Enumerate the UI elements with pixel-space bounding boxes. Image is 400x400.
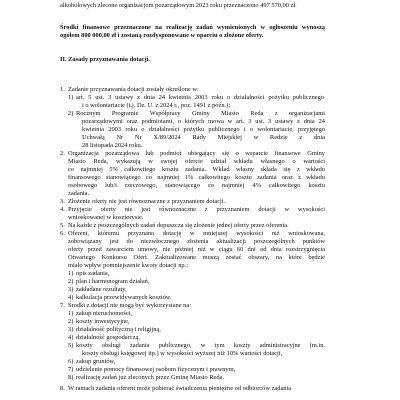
list-number: 3. <box>60 198 65 205</box>
document-line: zakup gruntów, <box>76 358 116 365</box>
list-number: 7) <box>68 366 74 373</box>
list-number: 1) <box>68 270 74 277</box>
document-line: Uchwałą Nr Nr X/89/2024 Rady Miejskiej w Redzie z dnia <box>82 134 325 141</box>
list-number: 2) <box>68 318 74 325</box>
document-line: Na każde z poszczególnych zadań dopuszcza się złożenie jednej oferty przez oferenta. <box>68 222 289 229</box>
document-line: realizację zadań już zleconych przez Gminę Miasto Reda. <box>76 374 224 381</box>
document-line: działalność gospodarczą, <box>76 334 140 341</box>
list-number: 8) <box>68 374 74 381</box>
document-line: co najmniej 5% całkowitego kosztu zadania. Wkład własny składa się z wkładu <box>68 166 325 173</box>
list-number: 7. <box>60 302 65 309</box>
document-line: koszty inwestycyjne, <box>76 318 130 325</box>
list-number: 5) <box>68 342 74 349</box>
list-number: 3) <box>68 326 74 333</box>
list-number: 1. <box>60 86 65 93</box>
list-number: 4) <box>68 334 74 341</box>
list-number: 8. <box>60 385 65 392</box>
document-line: udzielenie pomocy finansowej osobom fizycznym i prawnym, <box>76 366 236 373</box>
document-line: oferty przed zawarciem umowy, nie później niż w ciągu 60 dni od dnia rozstrzygnięcia <box>68 246 325 253</box>
list-number: 2. <box>60 150 65 157</box>
document-line: W ramach zadania oferent może pobierać świadczenia pieniężne od odbiorców zadania <box>68 385 292 392</box>
document-line: kalkulacja przewidywanych kosztów. <box>76 294 172 301</box>
document-line: 28 listopada 2024 roku. <box>82 142 143 149</box>
document-line: działalność polityczną i religijną, <box>76 326 161 333</box>
document-line: miało wpływ pomniejszenie kwoty dotacji np.: <box>68 262 188 269</box>
list-number: 2) <box>68 110 74 117</box>
funding-note-line: Środki finansowe przeznaczone na realizację zadań wymienionych w ogłoszeniu wynoszą <box>60 24 325 31</box>
document-line: koszty obsługi zadania publicznego, w tym koszty administracyjne (m.in. <box>76 342 325 349</box>
document-line: wnioskowanej w kosztorysie. <box>68 214 144 221</box>
document-line: Złożenie oferty nie jest równoznaczne z przyznaniem dotacji. <box>68 198 226 205</box>
list-number: 5. <box>60 222 65 229</box>
document-line: pozarządowymi oraz podmiotami, o których mowa w art. 3 ust. 3 ustawy z dnia 24 <box>82 118 325 125</box>
document-line: i o wolontariacie (t.j. Dz. U. z 2024 r., poz. 1491 z późn.); <box>82 102 231 109</box>
list-number: 4. <box>60 206 65 213</box>
document-line: Środki z dotacji nie mogą być wykorzystane na: <box>68 302 191 309</box>
list-number: 6. <box>60 230 65 237</box>
document-line: zakup nieruchomości, <box>76 310 133 317</box>
document-line: art. 5 ust. 3 ustawy z dnia 24 kwietnia 2003 roku o działalności pożytku publicznego <box>76 94 324 101</box>
funding-note-line: ogółem 800 000,00 zł i zostaną rozdysponowane w oparciu o złożone oferty. <box>60 32 264 39</box>
document-line: koszty obsługi księgowej itp.) w wysokości wyższej niż 10% wartości dotacji, <box>82 350 283 357</box>
document-line: plan i harmonogram działań, <box>76 278 150 285</box>
document-line: zadania. <box>68 190 90 197</box>
document-line: osobowego lub/i rzeczowego, stanowiącego co najmniej 4% całkowitego kosztu <box>68 182 325 189</box>
document-line: Przyjęcie oferty nie jest równoznaczne z przyznaniem dotacji w wysokości <box>68 206 325 213</box>
section-heading: II. Zasady przyznawania dotacji. <box>60 56 151 63</box>
document-line: zakładane rezultaty, <box>76 286 127 293</box>
document-line: Zadanie przyznawania dotacji zostały określone w: <box>68 86 199 93</box>
document-line: finansowego stanowiącego co najmniej 1% całkowitego kosztu zadania oraz z wkładu <box>68 174 325 181</box>
document-line: Oferent, któremu przyznano dotację w mniejszej wysokości niż wnioskowana, <box>68 230 325 237</box>
document-line: Otwartego Konkursu Ofert. Zaktualizowane muszą zostać obszary, na które będzie <box>68 254 325 261</box>
document-line: kwietnia 2003 roku o działalności pożytku publicznego i o wolontariacie, przyjętego <box>82 126 325 133</box>
list-number: 2) <box>68 278 74 285</box>
document-line: Organizacja pozarządowa lub podmiot ubiegający się o wsparcie finansowe Gminy <box>68 150 325 157</box>
document-top-line: alkoholowych zlecone organizacjom pozarządowym 2023 roku przeznaczono 497 570,00 zł. <box>60 2 297 9</box>
document-line: Rocznym Programie Współpracy Gminy Miasto Reda z organizacjami <box>76 110 325 117</box>
list-number: 3) <box>68 286 74 293</box>
document-line: zobowiązany jest do niezwłocznego złożenia aktualizacji poszczególnych punktów <box>68 238 325 245</box>
list-number: 1) <box>68 94 74 101</box>
list-number: 4) <box>68 294 74 301</box>
list-number: 6) <box>68 358 74 365</box>
document-line: Miasto Reda, wykazują w swojej ofercie udział wkładu własnego o wartości <box>68 158 325 165</box>
document-line: opis zadania, <box>76 270 110 277</box>
list-number: 1) <box>68 310 74 317</box>
